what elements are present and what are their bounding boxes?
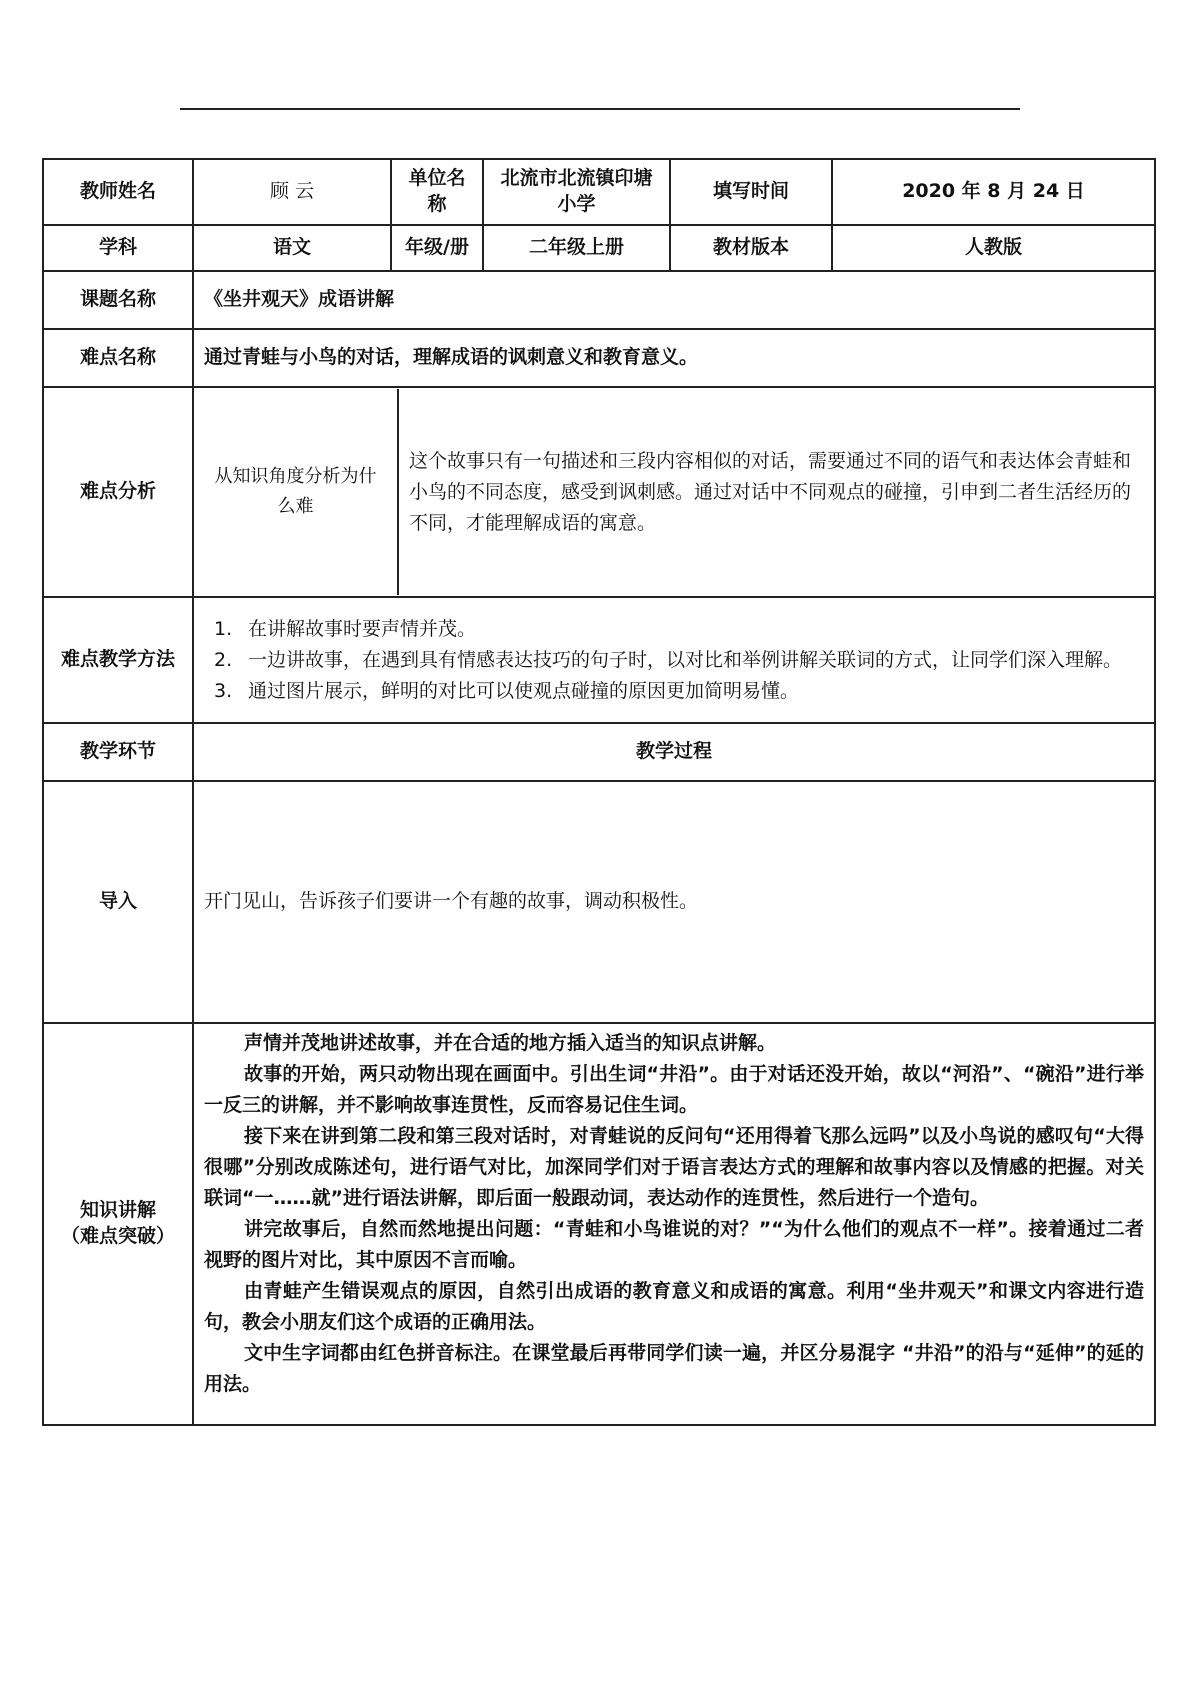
knowledge-paragraph: 讲完故事后，自然而然地提出问题：“青蛙和小鸟谁说的对？”“为什么他们的观点不一样”。接着通过二者视野的图片对比，其中原因不言而喻。	[204, 1218, 1144, 1271]
row-teacher	[43, 159, 1155, 225]
knowledge-paragraph: 文中生字词都由红色拼音标注。在课堂最后再带同学们读一遍，并区分易混字 “井沿”的沿与“延伸”的延的用法。	[204, 1342, 1144, 1395]
grade-value: 二年级上册	[483, 225, 670, 271]
teacher-name-value: 顾 云	[193, 159, 391, 225]
difficulty-name-label: 难点名称	[43, 329, 193, 387]
knowledge-paragraph: 声情并茂地讲述故事，并在合适的地方插入适当的知识点讲解。	[244, 1032, 777, 1054]
lesson-title-label: 课题名称	[43, 271, 193, 329]
row-subject	[43, 225, 1155, 271]
textbook-version-label: 教材版本	[670, 225, 832, 271]
row-difficulty-name	[43, 329, 1155, 387]
fill-time-value: 2020 年 8 月 24 日	[832, 159, 1155, 225]
list-item: 1. 在讲解故事时要声情并茂。	[214, 617, 477, 640]
knowledge-content	[193, 1023, 1155, 1425]
fill-time-label: 填写时间	[670, 159, 832, 225]
header-rule	[180, 108, 1020, 110]
row-teaching-method	[43, 597, 1155, 723]
difficulty-analysis-text: 这个故事只有一句描述和三段内容相似的对话，需要通过不同的语气和表达体会青蛙和小鸟的不同态度，感受到讽刺感。通过对话中不同观点的碰撞，引申到二者生活经历的不同，才能理解成语的寓意。	[409, 449, 1132, 534]
unit-name-label: 单位名称	[391, 159, 483, 225]
list-item: 3. 通过图片展示，鲜明的对比可以使观点碰撞的原因更加简明易懂。	[214, 679, 800, 702]
difficulty-name-value: 通过青蛙与小鸟的对话，理解成语的讽刺意义和教育意义。	[193, 329, 1155, 387]
knowledge-label-line2: （难点突破）	[60, 1225, 175, 1247]
subject-value: 语文	[193, 225, 391, 271]
difficulty-analysis-label: 难点分析	[43, 387, 193, 597]
why-hard-label: 从知识角度分析为什么难	[194, 389, 398, 595]
unit-name-value: 北流市北流镇印塘小学	[483, 159, 670, 225]
row-teaching-step	[43, 723, 1155, 781]
knowledge-paragraph: 由青蛙产生错误观点的原因，自然引出成语的教育意义和成语的寓意。利用“坐井观天”和课文内容进行造句，教会小朋友们这个成语的正确用法。	[204, 1280, 1144, 1333]
teaching-step-label: 教学环节	[43, 723, 193, 781]
teaching-process-label: 教学过程	[193, 723, 1155, 781]
teacher-name-label: 教师姓名	[43, 159, 193, 225]
lesson-title-value: 《坐井观天》成语讲解	[193, 271, 1155, 329]
knowledge-label-line1: 知识讲解	[79, 1199, 156, 1222]
row-knowledge	[43, 1023, 1155, 1425]
method-list	[204, 614, 1144, 707]
list-item: 2. 一边讲故事，在遇到具有情感表达技巧的句子时，以对比和举例讲解关联词的方式，让同学们深入理解。	[214, 648, 1123, 671]
row-lesson-title	[43, 271, 1155, 329]
subject-label: 学科	[43, 225, 193, 271]
teaching-method-label: 难点教学方法	[43, 597, 193, 723]
row-intro	[43, 781, 1155, 1023]
knowledge-paragraph: 故事的开始，两只动物出现在画面中。引出生词“井沿”。由于对话还没开始，故以“河沿”、“碗沿”进行举一反三的讲解，并不影响故事连贯性，反而容易记住生词。	[204, 1063, 1144, 1116]
row-difficulty-analysis	[43, 387, 1155, 597]
textbook-version-value: 人教版	[832, 225, 1155, 271]
grade-label: 年级/册	[391, 225, 483, 271]
knowledge-label	[43, 1023, 193, 1425]
knowledge-paragraph: 接下来在讲到第二段和第三段对话时，对青蛙说的反问句“还用得着飞那么远吗”以及小鸟说的感叹句“大得很哪”分别改成陈述句，进行语气对比，加深同学们对于语言表达方式的理解和故事内容以及情感的把握。对关联词“一……就”进行语法讲解，即后面一般跟动词，表达动作的连贯性，然后进行一个造句。	[204, 1125, 1144, 1209]
intro-label: 导入	[43, 781, 193, 1023]
lesson-plan-table	[42, 158, 1156, 1426]
intro-text: 开门见山，告诉孩子们要讲一个有趣的故事，调动积极性。	[193, 781, 1155, 1023]
